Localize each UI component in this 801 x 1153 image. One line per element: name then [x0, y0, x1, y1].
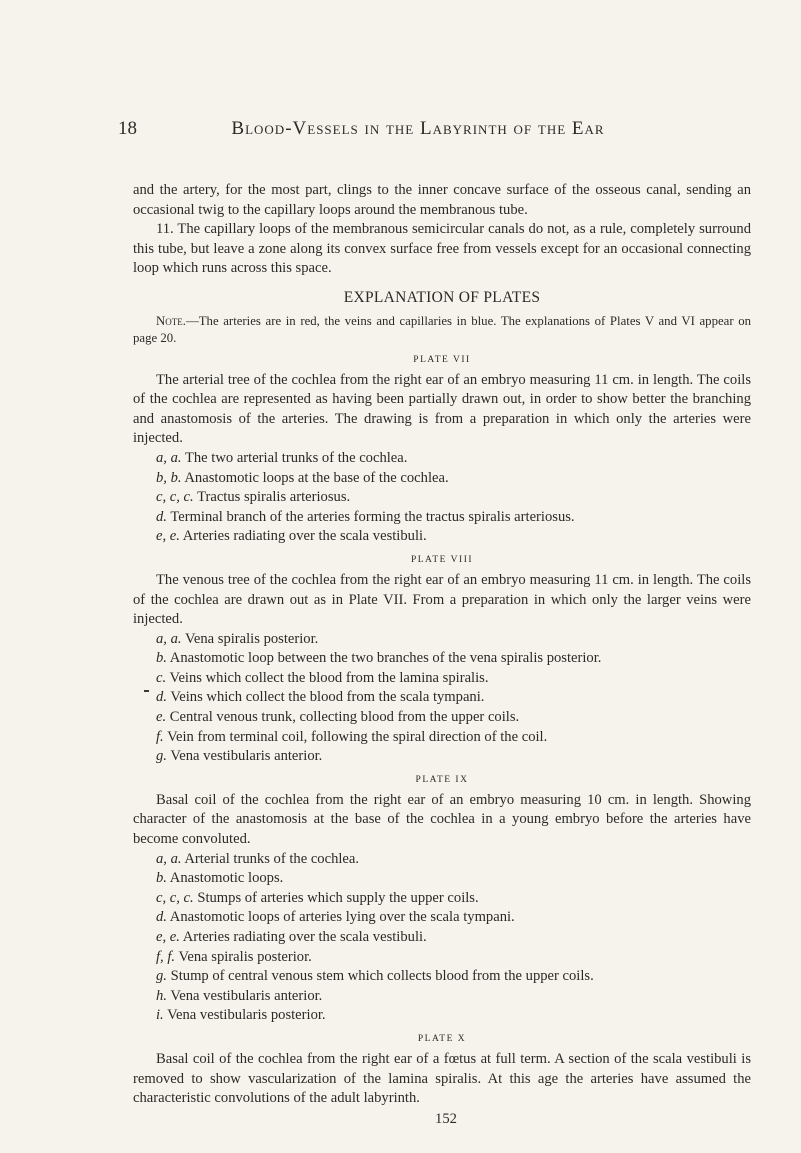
plate-description: The arterial tree of the cochlea from the right ear of an embryo measuring 11 cm. in length. The coils of the cochlea are represented as having been partially drawn out, in order to show better the branching and anastomosis of the arteries. The drawing is from a preparation in which only the arteries were injected.: [133, 371, 751, 447]
legend-key: c, c, c.: [156, 889, 194, 906]
legend-key: b, b.: [156, 469, 182, 486]
legend-item: [133, 688, 751, 708]
note-label: Note.: [156, 313, 186, 328]
legend-text: Vena vestibularis posterior.: [167, 1007, 326, 1024]
paragraph: 11. The capillary loops of the membranous semicircular canals do not, as a rule, completely surround this tube, but leave a zone along its convex surface free from vessels except for an occasional connecting loop which runs across this space.: [133, 221, 751, 277]
legend-text: Vena vestibularis anterior.: [170, 748, 323, 765]
running-header: [118, 118, 718, 144]
legend-text: Veins which collect the blood from the scala tympani.: [170, 689, 485, 706]
legend-key: a, a.: [156, 630, 182, 647]
legend-text: Anastomotic loops.: [169, 870, 284, 887]
legend-item: [133, 850, 751, 870]
legend-item: [133, 708, 751, 728]
legend-text: Arteries radiating over the scala vestibuli.: [182, 528, 427, 545]
legend-key: e.: [156, 709, 167, 726]
legend-text: Anastomotic loop between the two branches of the vena spiralis posterior.: [169, 650, 602, 667]
legend-item: [133, 747, 751, 767]
plate-description: Basal coil of the cochlea from the right ear of a fœtus at full term. A section of the scala vestibuli is removed to show vascularization of the lamina spiralis. At this age the arteries have assumed the characteristic convolutions of the adult labyrinth.: [133, 1050, 751, 1107]
note: [133, 313, 751, 347]
legend-list: [133, 630, 751, 767]
legend-key: e, e.: [156, 528, 180, 545]
legend-key: d.: [156, 508, 167, 525]
plate-heading: PLATE IX: [415, 774, 469, 785]
legend-key: i.: [156, 1007, 164, 1024]
legend-key: e, e.: [156, 929, 180, 945]
plate-heading: PLATE VII: [413, 354, 471, 365]
paragraph: and the artery, for the most part, clings to the inner concave surface of the osseous canal, sending an occasional twig to the capillary loops around the membranous tube.: [133, 182, 751, 218]
legend-key: g.: [156, 968, 167, 985]
legend-text: Central venous trunk, collecting blood from the upper coils.: [169, 709, 520, 726]
legend-text: Tractus spiralis arteriosus.: [197, 489, 351, 506]
legend-item: [133, 508, 751, 528]
legend-key: b.: [156, 870, 167, 887]
body-text: [133, 181, 751, 1129]
legend-item: [133, 889, 751, 909]
legend-text: Vena vestibularis anterior.: [170, 987, 323, 1004]
note-text: —The arteries are in red, the veins and capillaries in blue. The explanations of Plates V and VI appear on page 20.: [133, 313, 751, 345]
legend-text: The two arterial trunks of the cochlea.: [184, 449, 408, 466]
legend-item: [133, 630, 751, 650]
folio-number: 152: [435, 1110, 457, 1127]
legend-item: [133, 967, 751, 987]
legend-text: Anastomotic loops of arteries lying over the scala tympani.: [169, 909, 515, 926]
legend-item: [133, 469, 751, 489]
legend-key: d.: [156, 689, 167, 706]
page-number: 18: [118, 118, 137, 139]
plate-heading: PLATE VIII: [410, 554, 474, 565]
legend-text: Arterial trunks of the cochlea.: [184, 850, 360, 867]
legend-key: a, a.: [156, 449, 182, 466]
legend-item: [133, 987, 751, 1007]
legend-key: b.: [156, 650, 167, 667]
legend-item: [133, 527, 751, 547]
legend-text: Terminal branch of the arteries forming the tractus spiralis arteriosus.: [170, 508, 575, 525]
legend-item: [133, 869, 751, 889]
legend-key: c.: [156, 669, 167, 686]
legend-item: [133, 488, 751, 508]
plate-description: The venous tree of the cochlea from the right ear of an embryo measuring 11 cm. in length. The coils of the cochlea are drawn out as in Plate VII. From a preparation in which only the larger veins were injected.: [133, 571, 751, 628]
legend-list: [133, 449, 751, 547]
legend-key: h.: [156, 987, 167, 1004]
legend-item: [133, 449, 751, 469]
section-heading: EXPLANATION OF PLATES: [343, 288, 541, 306]
legend-key: c, c, c.: [156, 489, 194, 506]
legend-item: [133, 1006, 751, 1026]
legend-key: f.: [156, 728, 164, 745]
legend-item: [133, 649, 751, 669]
legend-key: f, f.: [156, 948, 176, 965]
legend-list: [133, 850, 751, 1026]
legend-text: Arteries radiating over the scala vestibuli.: [182, 929, 427, 945]
plate-description: Basal coil of the cochlea from the right ear of an embryo measuring 10 cm. in length. Showing character of the anastomosis at the base of the cochlea in a young embryo before the arteries have become convoluted.: [133, 791, 751, 848]
legend-text: Stump of central venous stem which collects blood from the upper coils.: [170, 968, 594, 985]
legend-text: Vein from terminal coil, following the spiral direction of the coil.: [167, 728, 548, 745]
legend-item: [133, 908, 751, 928]
legend-key: a, a.: [156, 850, 182, 867]
legend-text: Veins which collect the blood from the lamina spiralis.: [169, 669, 489, 686]
legend-text: Stumps of arteries which supply the upper coils.: [197, 889, 479, 906]
legend-text: Vena spiralis posterior.: [178, 948, 312, 965]
legend-item: [133, 669, 751, 689]
legend-key: g.: [156, 748, 167, 765]
plate-heading: PLATE X: [417, 1033, 467, 1044]
legend-key: d.: [156, 909, 167, 926]
legend-text: Vena spiralis posterior.: [184, 630, 319, 647]
legend-item: [133, 728, 751, 748]
legend-item: [133, 928, 751, 948]
plate-explanations: [133, 353, 751, 1109]
running-title: Blood-Vessels in the Labyrinth of the Ear: [231, 118, 605, 139]
legend-text: Anastomotic loops at the base of the cochlea.: [184, 469, 449, 486]
legend-item: [133, 948, 751, 968]
